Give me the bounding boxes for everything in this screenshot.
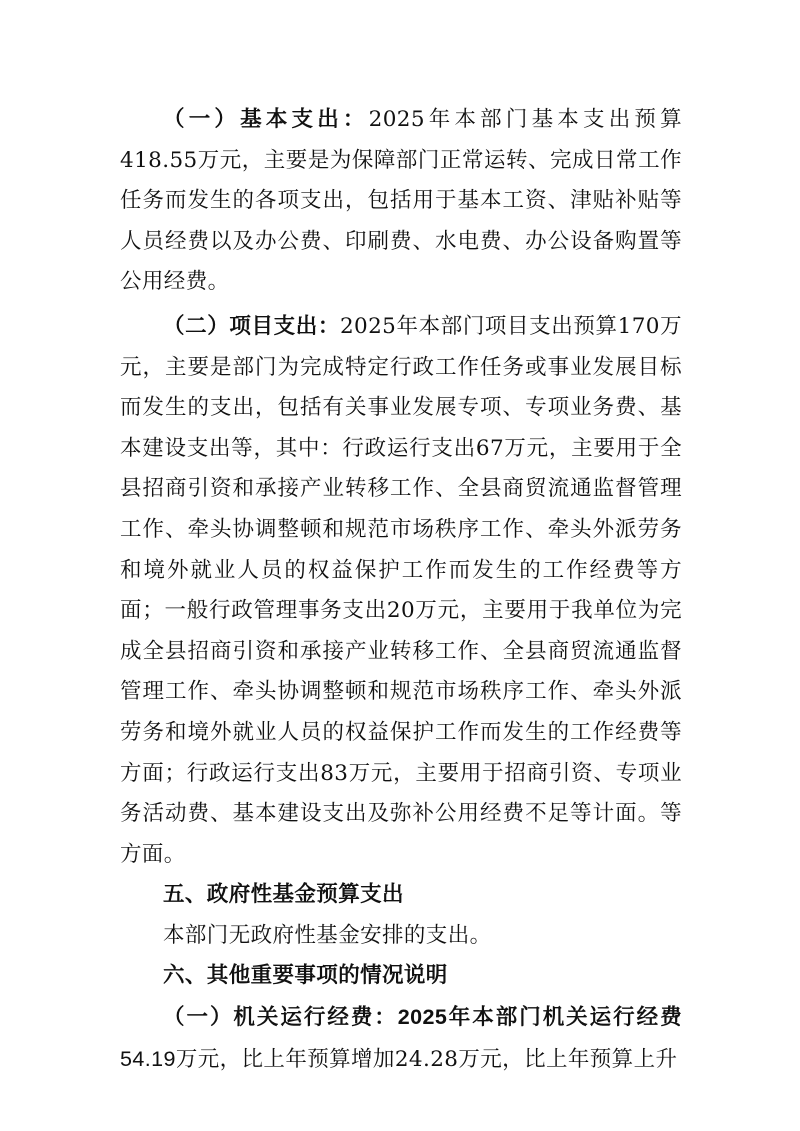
paragraph-body: 2025年本部门基本支出预算418.55万元，主要是为保障部门正常运转、完成日常工作任务而发生的各项支出，包括用于基本工资、津贴补贴等人员经费以及办公费、印刷费、水电费、办公设备购置等公用经费。 [120, 107, 682, 295]
paragraph-lead: （一）基本支出： [163, 107, 369, 132]
paragraph-year: 2025 [397, 1005, 448, 1030]
section-heading-other-matters: 六、其他重要事项的情况说明 [163, 963, 448, 989]
paragraph-no-fund: 本部门无政府性基金安排的支出。 [163, 922, 492, 948]
paragraph-amount: 54.19 [120, 1046, 176, 1071]
paragraph-body: 万元，比上年预算增加24.28万元，比上年预算上升 [175, 1046, 678, 1072]
paragraph-basic-expenditure [120, 100, 682, 303]
section-heading-government-fund: 五、政府性基金预算支出 [163, 882, 404, 908]
paragraph-lead: （一）机关运行经费： [163, 1005, 398, 1031]
paragraph-lead: （二）项目支出： [163, 313, 340, 339]
paragraph-lead-tail: 年本部门机关运行经费 [447, 1005, 682, 1031]
paragraph-operating-expenses [120, 997, 682, 1080]
paragraph-project-expenditure [120, 307, 682, 875]
paragraph-body: 2025年本部门项目支出预算170万元，主要是部门为完成特定行政工作任务或事业发展目标而发生的支出，包括有关事业发展专项、专项业务费、基本建设支出等，其中：行政运行支出67万元，主要用于全县招商引资和承接产业转移工作、全县商贸流通监督管理工作、牵头协调整顿和规范市场秩序工作、牵头外派劳务和境外就业人员的权益保护工作而发生的工作经费等方面；一般行政管理事务支出20万元，主要用于我单位为完成全县招商引资和承接产业转移工作、全县商贸流通监督管理工作、牵头协调整顿和规范市场秩序工作、牵头外派劳务和境外就业人员的权益保护工作而发生的工作经费等方面；行政运行支出83万元，主要用于招商引资、专项业务活动费、基本建设支出及弥补公用经费不足等计面。等方面。 [120, 313, 682, 867]
